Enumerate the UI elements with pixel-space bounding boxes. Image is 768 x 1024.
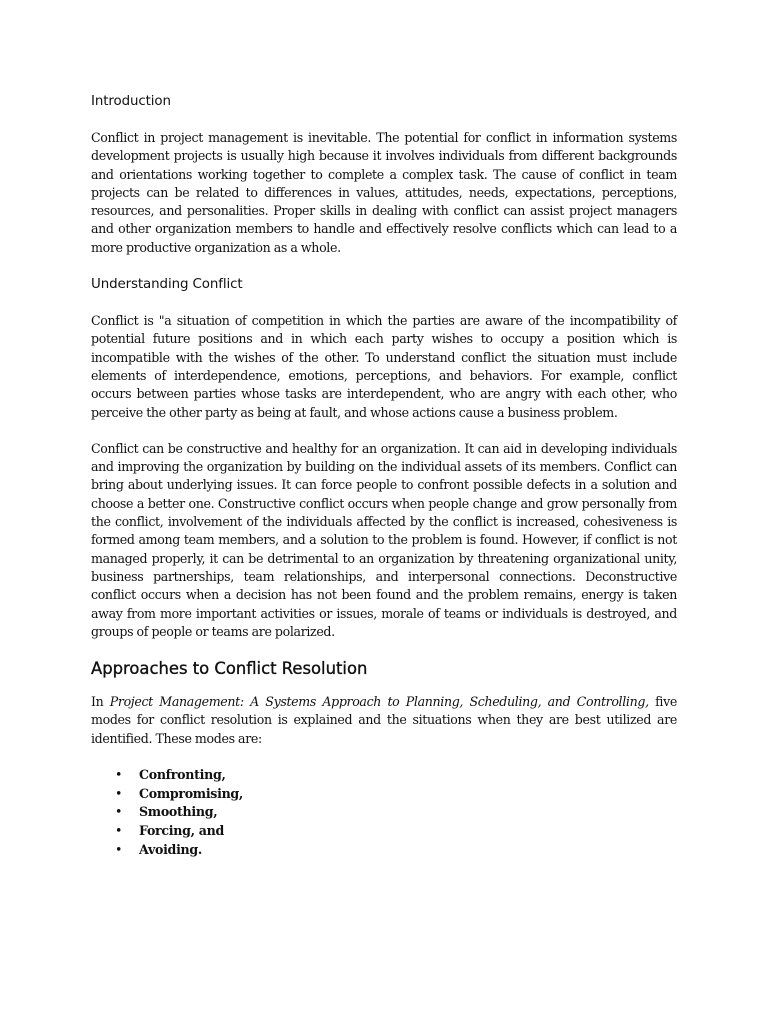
document-content: [91, 92, 677, 860]
mode-label: Confronting,: [139, 767, 226, 783]
list-item: [91, 822, 677, 841]
mode-label: Smoothing,: [139, 804, 218, 820]
mode-label: Avoiding.: [139, 841, 202, 857]
mode-label: Compromising,: [139, 785, 244, 801]
list-item: [91, 785, 677, 804]
understanding-paragraph-1: Conflict is "a situation of competition in which the parties are aware of the incompatibility of potential future positions and in which each party wishes to occupy a position which is incompatible with the wishes of the other. To understand conflict the situation must include elements of interdependence, emotions, perceptions, and behaviors. For example, conflict occurs between parties whose tasks are interdependent, who are angry with each other, who perceive the other party as being at fault, and whose actions cause a business problem.: [91, 313, 677, 420]
bullet-icon: •: [115, 841, 123, 857]
conflict-modes-list: [91, 766, 677, 860]
list-item: [91, 766, 677, 785]
understanding-paragraph-2: Conflict can be constructive and healthy for an organization. It can aid in developing individuals and improving the organization by building on the individual assets of its members. Conflict can bring about underlying issues. It can force people to confront possible defects in a solution and choose a better one. Constructive conflict occurs when people change and grow personally from the conflict, involvement of the individuals affected by the conflict is increased, cohesiveness is formed among team members, and a solution to the problem is found. However, if conflict is not managed properly, it can be detrimental to an organization by threatening organizational unity, business partnerships, team relationships, and interpersonal connections. Deconstructive conflict occurs when a decision has not been found and the problem remains, energy is taken away from more important activities or issues, morale of teams or individuals is destroyed, and groups of people or teams are polarized.: [91, 440, 677, 639]
approaches-heading: Approaches to Conflict Resolution: [91, 659, 368, 679]
list-item: [91, 841, 677, 860]
approaches-intro-prefix: In: [91, 694, 110, 710]
mode-label: Forcing, and: [139, 823, 224, 839]
bullet-icon: •: [115, 767, 123, 783]
bullet-icon: •: [115, 785, 123, 801]
approaches-intro-suffix: five modes for conflict resolution is explained and the situations when they are best utilized are identified. These modes are:: [91, 694, 677, 746]
introduction-heading: Introduction: [91, 94, 171, 109]
introduction-paragraph: Conflict in project management is inevitable. The potential for conflict in information systems development projects is usually high because it involves individuals from different backgrounds and orientations working together to complete a complex task. The cause of conflict in team projects can be related to differences in values, attitudes, needs, expectations, perceptions, resources, and personalities. Proper skills in dealing with conflict can assist project managers and other organization members to handle and effectively resolve conflicts which can lead to a more productive organization as a whole.: [91, 130, 677, 255]
approaches-intro-paragraph: [91, 693, 677, 748]
understanding-conflict-heading: Understanding Conflict: [91, 277, 243, 293]
bullet-icon: •: [115, 823, 123, 839]
book-title: Project Management: A Systems Approach to Planning, Scheduling, and Controlling,: [109, 694, 649, 710]
bullet-icon: •: [115, 804, 123, 820]
list-item: [91, 803, 677, 822]
